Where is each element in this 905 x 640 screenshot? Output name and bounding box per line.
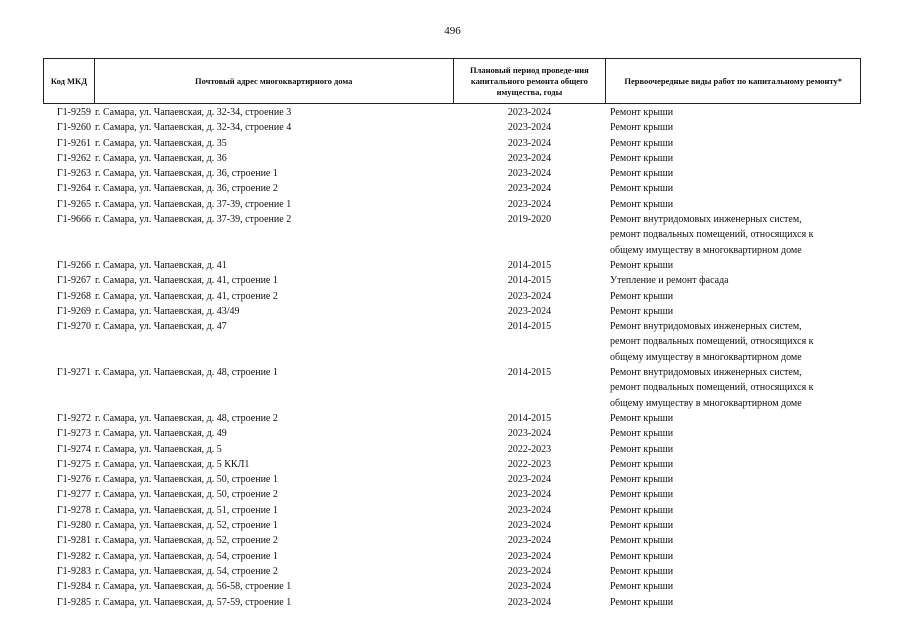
cell-code: Г1-9272 (56, 412, 91, 424)
cell-address: г. Самара, ул. Чапаевская, д. 32-34, строение 4 (95, 122, 292, 134)
cell-period: 2023-2024 (507, 107, 552, 118)
cell-address: г. Самара, ул. Чапаевская, д. 48, строение 1 (95, 367, 278, 379)
cell-works (606, 289, 861, 304)
cell-works-line: Ремонт внутридомовых инженерных систем, (610, 367, 802, 379)
cell-address: г. Самара, ул. Чапаевская, д. 41, строение 1 (95, 275, 278, 287)
cell-code: Г1-9273 (56, 428, 91, 440)
header-period: Плановый период проведе-ния капитального ремонта общего имущества, годы (454, 59, 607, 103)
table-row (43, 105, 861, 120)
cell-works (606, 258, 861, 273)
table-row (43, 319, 861, 365)
cell-address: г. Самара, ул. Чапаевская, д. 32-34, строение 3 (95, 107, 292, 118)
table-row (43, 533, 861, 548)
cell-address: г. Самара, ул. Чапаевская, д. 41, строение 2 (95, 290, 278, 302)
cell-works (606, 579, 861, 594)
cell-works (606, 503, 861, 518)
cell-period: 2023-2024 (507, 428, 552, 440)
table-body (43, 104, 861, 610)
cell-works-line: Ремонт крыши (610, 412, 674, 424)
cell-works (606, 442, 861, 457)
cell-period: 2023-2024 (507, 168, 552, 180)
cell-works (606, 120, 861, 135)
cell-works-line: общему имуществу в многоквартирном доме (610, 397, 802, 409)
cell-works (606, 533, 861, 548)
cell-works-line: Ремонт крыши (610, 535, 674, 547)
cell-period: 2023-2024 (507, 290, 552, 302)
cell-code: Г1-9666 (56, 214, 91, 226)
header-code: Код МКД (44, 59, 95, 103)
cell-period: 2014-2015 (507, 367, 552, 379)
cell-period: 2023-2024 (507, 305, 552, 317)
cell-period: 2023-2024 (507, 152, 552, 164)
table-row (43, 181, 861, 196)
header-address: Почтовый адрес многоквартирного дома (95, 59, 454, 103)
cell-works-line: ремонт подвальных помещений, относящихся к (610, 382, 814, 394)
cell-period: 2023-2024 (507, 122, 552, 134)
cell-code: Г1-9260 (56, 122, 91, 134)
table-row (43, 503, 861, 518)
cell-address: г. Самара, ул. Чапаевская, д. 54, строение 2 (95, 565, 278, 577)
cell-works-line: Ремонт крыши (610, 458, 674, 470)
cell-works-line: Утепление и ремонт фасада (610, 275, 729, 287)
cell-works-line: ремонт подвальных помещений, относящихся к (610, 336, 814, 348)
cell-address: г. Самара, ул. Чапаевская, д. 36 (95, 152, 227, 164)
cell-period: 2023-2024 (507, 137, 552, 149)
table-row (43, 273, 861, 288)
cell-period: 2023-2024 (507, 550, 552, 562)
cell-works-line: Ремонт крыши (610, 305, 674, 317)
cell-works (606, 304, 861, 319)
table-row (43, 289, 861, 304)
cell-works (606, 212, 861, 258)
cell-address: г. Самара, ул. Чапаевская, д. 52, строение 2 (95, 535, 278, 547)
table-row (43, 564, 861, 579)
cell-period: 2019-2020 (507, 214, 552, 226)
cell-code: Г1-9259 (56, 107, 91, 118)
cell-period: 2022-2023 (507, 443, 552, 455)
cell-code: Г1-9264 (56, 183, 91, 195)
cell-works-line: Ремонт крыши (610, 122, 674, 134)
cell-code: Г1-9263 (56, 168, 91, 180)
table-row (43, 212, 861, 258)
cell-address: г. Самара, ул. Чапаевская, д. 36, строение 1 (95, 168, 278, 180)
cell-works-line: Ремонт крыши (610, 581, 674, 593)
cell-address: г. Самара, ул. Чапаевская, д. 49 (95, 428, 227, 440)
cell-address: г. Самара, ул. Чапаевская, д. 50, строение 1 (95, 474, 278, 486)
table-row (43, 151, 861, 166)
cell-works-line: Ремонт крыши (610, 596, 674, 608)
cell-address: г. Самара, ул. Чапаевская, д. 5 (95, 443, 222, 455)
cell-works-line: Ремонт крыши (610, 290, 674, 302)
cell-works (606, 136, 861, 151)
cell-code: Г1-9262 (56, 152, 91, 164)
cell-works-line: Ремонт крыши (610, 550, 674, 562)
cell-code: Г1-9269 (56, 305, 91, 317)
cell-address: г. Самара, ул. Чапаевская, д. 51, строение 1 (95, 504, 278, 516)
cell-period: 2014-2015 (507, 259, 552, 271)
cell-period: 2023-2024 (507, 198, 552, 210)
cell-address: г. Самара, ул. Чапаевская, д. 56-58, строение 1 (95, 581, 292, 593)
housing-table (43, 58, 861, 610)
table-row (43, 136, 861, 151)
table-row (43, 166, 861, 181)
cell-works-line: ремонт подвальных помещений, относящихся к (610, 229, 814, 241)
cell-works (606, 319, 861, 365)
table-header (43, 58, 861, 104)
cell-period: 2014-2015 (507, 321, 552, 333)
cell-works-line: Ремонт внутридомовых инженерных систем, (610, 321, 802, 333)
cell-address: г. Самара, ул. Чапаевская, д. 54, строение 1 (95, 550, 278, 562)
cell-code: Г1-9274 (56, 443, 91, 455)
cell-period: 2014-2015 (507, 275, 552, 287)
cell-code: Г1-9261 (56, 137, 91, 149)
table-row (43, 426, 861, 441)
cell-address: г. Самара, ул. Чапаевская, д. 37-39, строение 2 (95, 214, 292, 226)
cell-works-line: Ремонт крыши (610, 198, 674, 210)
cell-works (606, 105, 861, 120)
cell-code: Г1-9270 (56, 321, 91, 333)
table-row (43, 595, 861, 610)
table-row (43, 549, 861, 564)
page-number: 496 (444, 25, 461, 37)
cell-works-line: Ремонт крыши (610, 565, 674, 577)
cell-works (606, 181, 861, 196)
cell-works (606, 457, 861, 472)
table-row (43, 457, 861, 472)
cell-works-line: Ремонт крыши (610, 428, 674, 440)
cell-works-line: общему имуществу в многоквартирном доме (610, 244, 802, 256)
table-row (43, 365, 861, 411)
table-row (43, 258, 861, 273)
cell-code: Г1-9275 (56, 458, 91, 470)
cell-period: 2023-2024 (507, 565, 552, 577)
cell-works (606, 197, 861, 212)
table-row (43, 472, 861, 487)
cell-works (606, 426, 861, 441)
cell-address: г. Самара, ул. Чапаевская, д. 37-39, строение 1 (95, 198, 292, 210)
cell-code: Г1-9280 (56, 520, 91, 532)
cell-code: Г1-9267 (56, 275, 91, 287)
header-works: Первоочередные виды работ по капитальному ремонту* (606, 59, 861, 103)
cell-address: г. Самара, ул. Чапаевская, д. 35 (95, 137, 227, 149)
table-row (43, 442, 861, 457)
cell-code: Г1-9278 (56, 504, 91, 516)
cell-period: 2023-2024 (507, 535, 552, 547)
cell-code: Г1-9282 (56, 550, 91, 562)
cell-works (606, 487, 861, 502)
cell-works-line: Ремонт крыши (610, 152, 674, 164)
cell-works-line: Ремонт крыши (610, 168, 674, 180)
table-row (43, 518, 861, 533)
cell-works (606, 411, 861, 426)
cell-works-line: Ремонт крыши (610, 259, 674, 271)
cell-address: г. Самара, ул. Чапаевская, д. 41 (95, 259, 227, 271)
cell-works (606, 472, 861, 487)
cell-code: Г1-9265 (56, 198, 91, 210)
cell-address: г. Самара, ул. Чапаевская, д. 57-59, строение 1 (95, 596, 292, 608)
cell-period: 2023-2024 (507, 504, 552, 516)
cell-works-line: Ремонт крыши (610, 474, 674, 486)
table-row (43, 304, 861, 319)
cell-works-line: общему имуществу в многоквартирном доме (610, 351, 802, 363)
cell-period: 2023-2024 (507, 520, 552, 532)
table-row (43, 487, 861, 502)
cell-works-line: Ремонт крыши (610, 504, 674, 516)
table-row (43, 120, 861, 135)
cell-address: г. Самара, ул. Чапаевская, д. 50, строение 2 (95, 489, 278, 501)
cell-works-line: Ремонт крыши (610, 137, 674, 149)
cell-period: 2014-2015 (507, 412, 552, 424)
cell-period: 2023-2024 (507, 596, 552, 608)
cell-works-line: Ремонт крыши (610, 489, 674, 501)
cell-code: Г1-9266 (56, 259, 91, 271)
cell-works (606, 564, 861, 579)
cell-address: г. Самара, ул. Чапаевская, д. 47 (95, 321, 227, 333)
cell-code: Г1-9271 (56, 367, 91, 379)
cell-code: Г1-9277 (56, 489, 91, 501)
cell-works (606, 166, 861, 181)
cell-address: г. Самара, ул. Чапаевская, д. 36, строение 2 (95, 183, 278, 195)
cell-address: г. Самара, ул. Чапаевская, д. 48, строение 2 (95, 412, 278, 424)
cell-works-line: Ремонт крыши (610, 443, 674, 455)
cell-code: Г1-9283 (56, 565, 91, 577)
cell-period: 2023-2024 (507, 581, 552, 593)
cell-code: Г1-9268 (56, 290, 91, 302)
cell-code: Г1-9284 (56, 581, 91, 593)
cell-works (606, 365, 861, 411)
cell-works-line: Ремонт крыши (610, 520, 674, 532)
cell-works-line: Ремонт внутридомовых инженерных систем, (610, 214, 802, 226)
cell-works (606, 518, 861, 533)
cell-period: 2022-2023 (507, 458, 552, 470)
table-row (43, 197, 861, 212)
cell-works (606, 595, 861, 610)
cell-code: Г1-9285 (56, 596, 91, 608)
cell-works-line: Ремонт крыши (610, 107, 674, 118)
cell-code: Г1-9276 (56, 474, 91, 486)
cell-address: г. Самара, ул. Чапаевская, д. 52, строение 1 (95, 520, 278, 532)
table-row (43, 579, 861, 594)
cell-code: Г1-9281 (56, 535, 91, 547)
cell-address: г. Самара, ул. Чапаевская, д. 43/49 (95, 305, 240, 317)
cell-period: 2023-2024 (507, 474, 552, 486)
cell-works-line: Ремонт крыши (610, 183, 674, 195)
cell-period: 2023-2024 (507, 489, 552, 501)
table-row (43, 411, 861, 426)
cell-address: г. Самара, ул. Чапаевская, д. 5 ККЛ1 (95, 458, 250, 470)
cell-works (606, 151, 861, 166)
cell-works (606, 273, 861, 288)
cell-works (606, 549, 861, 564)
cell-period: 2023-2024 (507, 183, 552, 195)
